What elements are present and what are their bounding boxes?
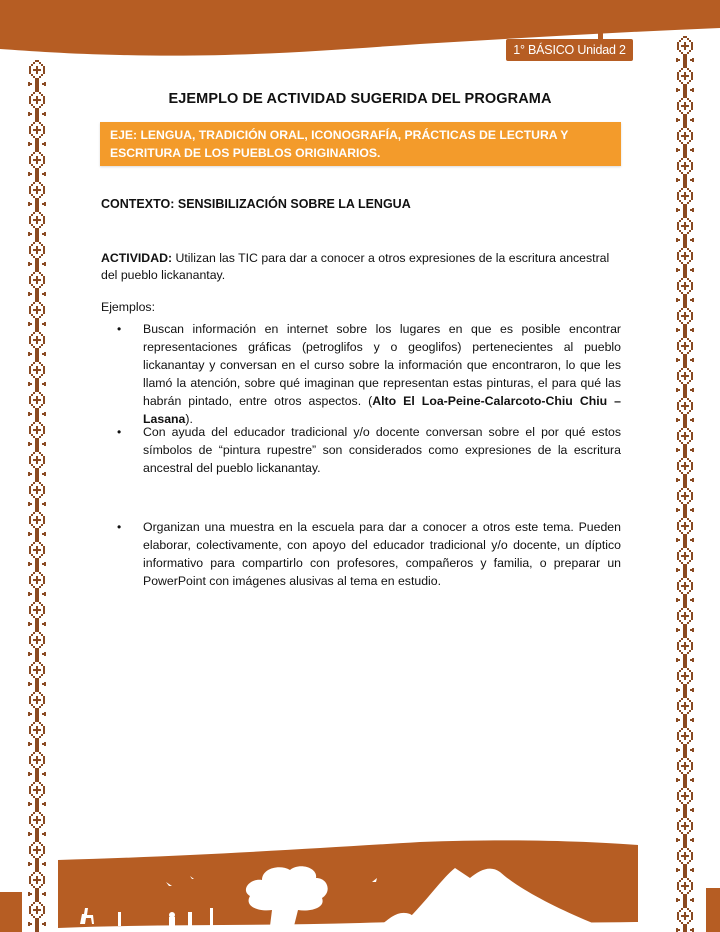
example-item bbox=[117, 320, 621, 428]
example-places: Alto El Loa-Peine-Calarcoto-Chiu Chiu – Lasana bbox=[143, 394, 621, 426]
bullet-icon: • bbox=[117, 322, 122, 336]
bullet-icon: • bbox=[117, 425, 122, 439]
example-text: Organizan una muestra en la escuela para dar a conocer a otros este tema. Pueden elaborar, colectivamente, con apoyo del educador tradicional y/o docente, un díptico informativo para compartirlo con profesores, compañeros y familia, o preparar un PowerPoint con imágenes alusivas al tema en estudio. bbox=[143, 520, 621, 588]
example-item bbox=[117, 518, 621, 590]
activity-paragraph bbox=[101, 250, 621, 284]
page-title: EJEMPLO DE ACTIVIDAD SUGERIDA DEL PROGRAMA bbox=[168, 91, 552, 107]
activity-text: Utilizan las TIC para dar a conocer a otros expresiones de la escritura ancestral del pueblo lickanantay. bbox=[101, 251, 610, 282]
example-suffix: ). bbox=[185, 412, 193, 426]
decorative-border-right bbox=[675, 36, 695, 932]
context-heading: CONTEXTO: SENSIBILIZACIÓN SOBRE LA LENGUA bbox=[101, 197, 411, 211]
example-item bbox=[117, 423, 621, 477]
activity-label: ACTIVIDAD: bbox=[101, 251, 173, 265]
decorative-border-left bbox=[27, 60, 47, 932]
bullet-icon: • bbox=[117, 520, 122, 534]
footer-landscape-illustration bbox=[0, 820, 720, 932]
example-text: Con ayuda del educador tradicional y/o docente conversan sobre el por qué estos símbolos de “pintura rupestre” son considerados como expresiones de la escritura ancestral del pueblo lickanantay. bbox=[143, 425, 621, 475]
unit-badge: 1° BÁSICO Unidad 2 bbox=[506, 39, 633, 61]
example-text: Buscan información en internet sobre los lugares en que es posible encontrar representaciones gráficas (petroglifos y o geoglifos) pertenecientes al pueblo lickanantay y conversan en el curso sobre la información que encontraron, lo que les llamó la atención, sobre qué imaginan que representan estas pinturas, el para qué las habrán pintado, entre otros aspectos. ( bbox=[143, 322, 621, 408]
examples-label: Ejemplos: bbox=[101, 300, 155, 314]
eje-banner: EJE: LENGUA, TRADICIÓN ORAL, ICONOGRAFÍA, PRÁCTICAS DE LECTURA Y ESCRITURA DE LOS PUEBLOS ORIGINARIOS. bbox=[100, 122, 621, 166]
